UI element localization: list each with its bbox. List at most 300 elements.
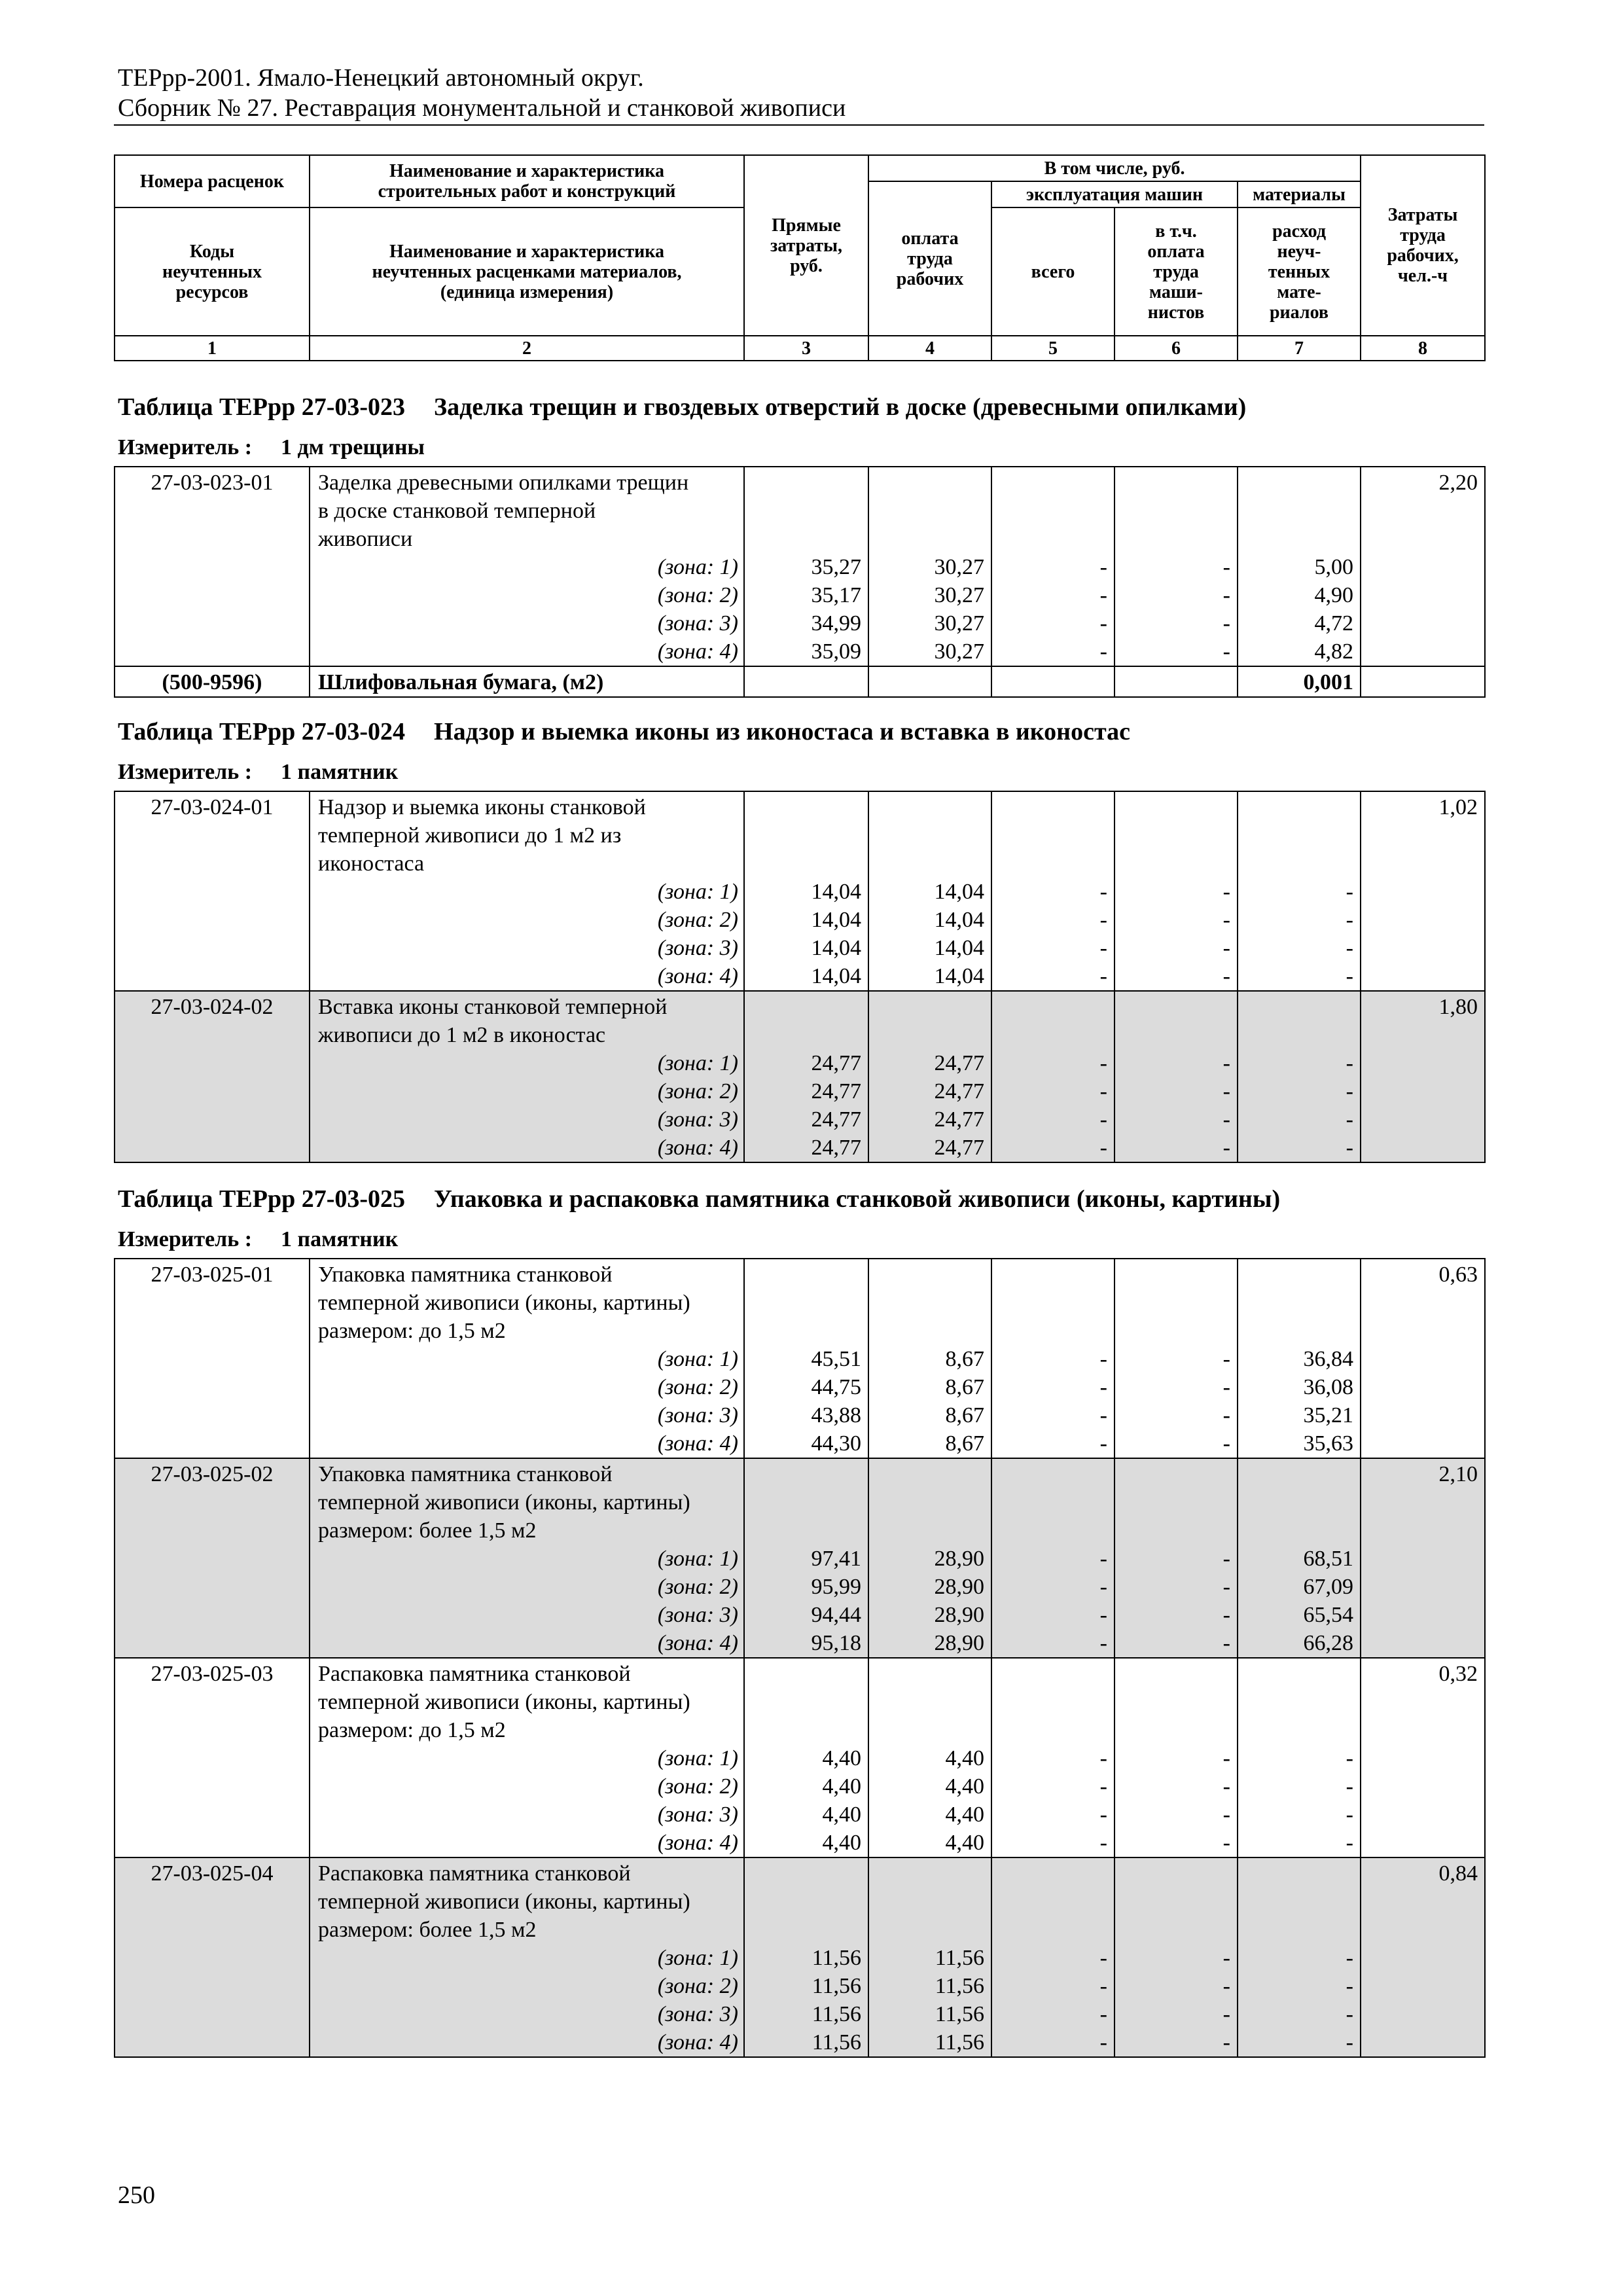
column-machinist-pay-value [1115, 467, 1238, 666]
machine-total-value: - [1099, 611, 1107, 636]
spacer-line [745, 469, 861, 497]
spacer-line [745, 1888, 861, 1916]
spacer-line [992, 1916, 1107, 1944]
zone-label: (зона: 4) [657, 639, 738, 664]
machine-total-value: - [1099, 1375, 1107, 1399]
description-line: размером: более 1,5 м2 [318, 1918, 537, 1942]
col-number: 3 [744, 336, 868, 361]
col-direct-line: затраты, [770, 235, 843, 256]
col-unacc-line: риалов [1269, 302, 1329, 323]
spacer-line [992, 525, 1107, 553]
zone-label: (зона: 4) [657, 1631, 738, 1655]
spacer-line [1115, 497, 1230, 525]
description-line: иконостаса [318, 852, 425, 876]
spacer-line [745, 1859, 861, 1888]
materials-value: 67,09 [1303, 1575, 1353, 1599]
rate-row [115, 1458, 1485, 1658]
col-labor-line: Затраты [1387, 205, 1458, 225]
description-line: Упаковка памятника станковой [318, 1462, 613, 1486]
materials-value: - [1346, 1051, 1353, 1075]
direct-cost-value: 11,56 [812, 1974, 861, 1998]
zone-label: (зона: 3) [657, 1603, 738, 1627]
column-direct-cost-value [744, 467, 868, 666]
materials-value: - [1346, 964, 1353, 988]
rate-row [115, 791, 1485, 991]
spacer-line [1238, 1716, 1353, 1744]
machinist-pay-value: - [1222, 936, 1230, 960]
running-header-line-1: ТЕРрр-2001. Ямало-Ненецкий автономный округ. [118, 64, 644, 92]
worker-pay-value: 28,90 [934, 1547, 984, 1571]
worker-pay-value: 4,40 [945, 1803, 984, 1827]
spacer-line [869, 850, 984, 878]
column-machinist-pay-value [1115, 1857, 1238, 2057]
col-unaccounted-materials [1238, 207, 1361, 336]
machinist-pay-value: - [1222, 1831, 1230, 1855]
description-line: живописи до 1 м2 в иконостас [318, 1023, 606, 1047]
table-title-code: Таблица ТЕРрр 27-03-025 [118, 1185, 406, 1213]
machinist-pay-value: - [1222, 1547, 1230, 1571]
machine-total-value: - [1099, 1051, 1107, 1075]
worker-pay-value: 14,04 [934, 964, 984, 988]
spacer-line [992, 1688, 1107, 1716]
materials-value: - [1346, 1831, 1353, 1855]
column-machine-total-value [991, 467, 1115, 666]
machinist-pay-value: - [1222, 583, 1230, 607]
col-direct-line: Прямые [772, 215, 841, 236]
col-pay-line: труда [907, 248, 953, 269]
direct-cost-value: 14,04 [811, 880, 861, 904]
rate-code [115, 467, 310, 666]
spacer-line [992, 469, 1107, 497]
description-line: Надзор и выемка иконы станковой [318, 795, 646, 819]
col-rate-numbers: Номера расценок [115, 155, 310, 207]
spacer-line [992, 1488, 1107, 1516]
labor-cost [1361, 1658, 1485, 1857]
col-resource-codes [115, 207, 310, 336]
spacer-line [1115, 1916, 1230, 1944]
direct-cost-value: 24,77 [811, 1051, 861, 1075]
materials-value: 66,28 [1303, 1631, 1353, 1655]
spacer-line [1115, 525, 1230, 553]
col-number: 5 [991, 336, 1115, 361]
column-worker-pay-value [868, 1458, 991, 1658]
rate-code [115, 1857, 310, 2057]
spacer-line [745, 497, 861, 525]
machine-total-value: - [1099, 2002, 1107, 2026]
column-materials-value [1238, 467, 1361, 666]
spacer-line [869, 497, 984, 525]
worker-pay-value: 11,56 [935, 2030, 984, 2054]
direct-cost-value: 11,56 [812, 2030, 861, 2054]
spacer-line [745, 821, 861, 850]
col-unacc-line: тенных [1268, 261, 1330, 282]
spacer-line [1115, 793, 1230, 821]
labor-cost-value: 2,20 [1438, 471, 1478, 495]
rate-description [310, 791, 744, 991]
worker-pay-value: 11,56 [935, 2002, 984, 2026]
direct-cost-value: 24,77 [811, 1107, 861, 1132]
column-direct-cost-value [744, 1658, 868, 1857]
spacer-line [869, 1289, 984, 1317]
materials-value: 5,00 [1314, 555, 1353, 579]
column-materials-value [1238, 1658, 1361, 1857]
table-title [118, 717, 1130, 746]
labor-cost [1361, 1259, 1485, 1458]
direct-cost-value: 95,99 [811, 1575, 861, 1599]
direct-cost-value: 35,27 [811, 555, 861, 579]
column-machine-total-value [991, 1259, 1115, 1458]
direct-cost-value: 43,88 [811, 1403, 861, 1427]
rate-table [114, 1258, 1486, 2058]
rate-row [115, 1259, 1485, 1458]
spacer-line [1238, 469, 1353, 497]
col-codes-line: ресурсов [175, 281, 249, 302]
rate-row [115, 991, 1485, 1162]
rate-description [310, 991, 744, 1162]
machinist-pay-value: - [1222, 1803, 1230, 1827]
materials-value: 65,54 [1303, 1603, 1353, 1627]
direct-cost-value: 95,18 [811, 1631, 861, 1655]
spacer-line [869, 1888, 984, 1916]
spacer-line [869, 1916, 984, 1944]
spacer-line [745, 993, 861, 1021]
rate-table [114, 791, 1486, 1163]
spacer-line [1238, 1488, 1353, 1516]
spacer-line [869, 1859, 984, 1888]
measure-line [118, 435, 425, 460]
machine-total-value: - [1099, 1603, 1107, 1627]
spacer-line [992, 850, 1107, 878]
column-machinist-pay-value [1115, 791, 1238, 991]
materials-value: - [1346, 1746, 1353, 1770]
col-including: В том числе, руб. [868, 155, 1361, 181]
direct-cost-value: 4,40 [822, 1774, 861, 1799]
materials-value: - [1346, 908, 1353, 932]
spacer-line [745, 1688, 861, 1716]
machinist-pay-value: - [1222, 639, 1230, 664]
col-name-line: строительных работ и конструкций [378, 181, 676, 202]
zone-label: (зона: 4) [657, 1136, 738, 1160]
spacer-line [1115, 850, 1230, 878]
rate-code-text: 27-03-025-01 [151, 1263, 274, 1287]
description-line: темперной живописи до 1 м2 из [318, 823, 622, 848]
labor-cost [1361, 991, 1485, 1162]
empty-cell [868, 666, 991, 697]
zone-label: (зона: 1) [657, 1746, 738, 1770]
spacer-line [869, 1660, 984, 1688]
spacer-line [992, 1660, 1107, 1688]
direct-cost-value: 35,09 [811, 639, 861, 664]
column-machinist-pay-value [1115, 991, 1238, 1162]
machine-total-value: - [1099, 1774, 1107, 1799]
col-machinist-line: в т.ч. [1155, 221, 1197, 242]
materials-value: 35,21 [1303, 1403, 1353, 1427]
rate-description [310, 1857, 744, 2057]
materials-value: - [1346, 880, 1353, 904]
spacer-line [745, 1317, 861, 1345]
col-unacc-line: мате- [1277, 281, 1321, 302]
spacer-line [869, 821, 984, 850]
labor-cost-value: 1,80 [1438, 995, 1478, 1019]
labor-cost-value: 2,10 [1438, 1462, 1478, 1486]
rate-code-text: 27-03-025-02 [151, 1462, 274, 1486]
col-machinist-line: труда [1153, 261, 1199, 282]
col-labor-costs [1361, 155, 1485, 336]
column-machine-total-value [991, 1857, 1115, 2057]
rate-code-text: 27-03-024-01 [151, 795, 274, 819]
spacer-line [745, 1716, 861, 1744]
materials-value: 68,51 [1303, 1547, 1353, 1571]
materials-value: 36,08 [1303, 1375, 1353, 1399]
spacer-line [992, 1021, 1107, 1049]
col-machinist-line: нистов [1147, 302, 1205, 323]
spacer-line [869, 1021, 984, 1049]
spacer-line [745, 1289, 861, 1317]
table-title [118, 1185, 1280, 1213]
rate-table [114, 466, 1486, 698]
spacer-line [992, 497, 1107, 525]
description-line: размером: более 1,5 м2 [318, 1518, 537, 1543]
spacer-line [992, 1289, 1107, 1317]
col-pay-line: рабочих [896, 268, 964, 289]
materials-value: - [1346, 1136, 1353, 1160]
col-name-characteristic [310, 155, 744, 207]
worker-pay-value: 30,27 [934, 639, 984, 664]
rate-code-text: 27-03-023-01 [151, 471, 274, 495]
machine-total-value: - [1099, 1746, 1107, 1770]
worker-pay-value: 8,67 [945, 1431, 984, 1456]
column-materials-value [1238, 1857, 1361, 2057]
zone-label: (зона: 2) [657, 1774, 738, 1799]
spacer-line [1115, 1460, 1230, 1488]
col-machinist-line: оплата [1147, 241, 1205, 262]
spacer-line [1238, 1460, 1353, 1488]
table-title-code: Таблица ТЕРрр 27-03-024 [118, 718, 406, 745]
worker-pay-value: 30,27 [934, 555, 984, 579]
col-unacc-line: расход [1272, 221, 1326, 242]
spacer-line [1115, 1289, 1230, 1317]
column-machinist-pay-value [1115, 1458, 1238, 1658]
col-name-line: Наименование и характеристика [389, 161, 665, 181]
machinist-pay-value: - [1222, 1774, 1230, 1799]
table-title-text: Заделка трещин и гвоздевых отверстий в доске (древесными опилками) [434, 393, 1247, 421]
col-matname-line: неучтенных расценками материалов, [372, 261, 682, 282]
column-materials-value [1238, 991, 1361, 1162]
direct-cost-value: 45,51 [811, 1347, 861, 1371]
direct-cost-value: 35,17 [811, 583, 861, 607]
measure-value: 1 дм трещины [281, 435, 425, 459]
column-machine-total-value [991, 1658, 1115, 1857]
zone-label: (зона: 3) [657, 611, 738, 636]
description-line: размером: до 1,5 м2 [318, 1718, 506, 1742]
materials-value: - [1346, 1107, 1353, 1132]
worker-pay-value: 11,56 [935, 1946, 984, 1970]
empty-cell [991, 666, 1115, 697]
spacer-line [745, 1261, 861, 1289]
machinist-pay-value: - [1222, 908, 1230, 932]
column-machine-total-value [991, 1458, 1115, 1658]
column-direct-cost-value [744, 991, 868, 1162]
resource-qty: 0,001 [1238, 666, 1361, 697]
worker-pay-value: 8,67 [945, 1375, 984, 1399]
spacer-line [745, 1460, 861, 1488]
machinist-pay-value: - [1222, 555, 1230, 579]
description-line: темперной живописи (иконы, картины) [318, 1890, 690, 1914]
machinist-pay-value: - [1222, 1347, 1230, 1371]
spacer-line [1115, 1859, 1230, 1888]
spacer-line [745, 1021, 861, 1049]
worker-pay-value: 24,77 [934, 1051, 984, 1075]
description-line: в доске станковой темперной [318, 499, 596, 523]
column-machine-total-value [991, 991, 1115, 1162]
worker-pay-value: 11,56 [935, 1974, 984, 1998]
spacer-line [1238, 993, 1353, 1021]
measure-label: Измеритель : [118, 1227, 253, 1251]
spacer-line [1238, 1888, 1353, 1916]
col-number: 7 [1238, 336, 1361, 361]
worker-pay-value: 24,77 [934, 1107, 984, 1132]
zone-label: (зона: 4) [657, 2030, 738, 2054]
labor-cost [1361, 467, 1485, 666]
machine-total-value: - [1099, 1347, 1107, 1371]
spacer-line [1115, 1488, 1230, 1516]
spacer-line [992, 1716, 1107, 1744]
spacer-line [1238, 1916, 1353, 1944]
machinist-pay-value: - [1222, 611, 1230, 636]
spacer-line [869, 1317, 984, 1345]
zone-label: (зона: 3) [657, 1107, 738, 1132]
spacer-line [992, 1317, 1107, 1345]
machine-total-value: - [1099, 1575, 1107, 1599]
zone-label: (зона: 3) [657, 2002, 738, 2026]
col-machinist-pay [1115, 207, 1238, 336]
col-machinist-line: маши- [1149, 281, 1203, 302]
table-title-code: Таблица ТЕРрр 27-03-023 [118, 393, 406, 421]
spacer-line [745, 793, 861, 821]
direct-cost-value: 44,30 [811, 1431, 861, 1456]
machinist-pay-value: - [1222, 1431, 1230, 1456]
empty-cell [1115, 666, 1238, 697]
worker-pay-value: 14,04 [934, 880, 984, 904]
zone-label: (зона: 3) [657, 1403, 738, 1427]
column-worker-pay-value [868, 1259, 991, 1458]
spacer-line [992, 821, 1107, 850]
empty-cell [1361, 666, 1485, 697]
machine-total-value: - [1099, 1107, 1107, 1132]
materials-value: 4,90 [1314, 583, 1353, 607]
spacer-line [1238, 1317, 1353, 1345]
spacer-line [992, 793, 1107, 821]
column-direct-cost-value [744, 791, 868, 991]
machinist-pay-value: - [1222, 1631, 1230, 1655]
machine-total-value: - [1099, 2030, 1107, 2054]
materials-value: - [1346, 1803, 1353, 1827]
spacer-line [992, 1888, 1107, 1916]
direct-cost-value: 4,40 [822, 1746, 861, 1770]
direct-cost-value: 97,41 [811, 1547, 861, 1571]
spacer-line [992, 1859, 1107, 1888]
col-unacc-line: неуч- [1277, 241, 1321, 262]
zone-label: (зона: 2) [657, 1974, 738, 1998]
zone-label: (зона: 2) [657, 583, 738, 607]
machine-total-value: - [1099, 1803, 1107, 1827]
spacer-line [1115, 1688, 1230, 1716]
col-matname-line: (единица измерения) [440, 281, 614, 302]
direct-cost-value: 24,77 [811, 1079, 861, 1103]
machine-total-value: - [1099, 1136, 1107, 1160]
spacer-line [869, 1516, 984, 1545]
zone-label: (зона: 1) [657, 880, 738, 904]
machine-total-value: - [1099, 1403, 1107, 1427]
measure-line [118, 1227, 398, 1252]
rate-code [115, 791, 310, 991]
machine-total-value: - [1099, 1079, 1107, 1103]
description-line: Вставка иконы станковой темперной [318, 995, 668, 1019]
machine-total-value: - [1099, 639, 1107, 664]
spacer-line [1238, 1859, 1353, 1888]
column-worker-pay-value [868, 1658, 991, 1857]
spacer-line [869, 1688, 984, 1716]
worker-pay-value: 28,90 [934, 1575, 984, 1599]
page-number: 250 [118, 2181, 155, 2209]
spacer-line [1115, 993, 1230, 1021]
description-line: Распаковка памятника станковой [318, 1662, 631, 1686]
spacer-line [1115, 1021, 1230, 1049]
description-line: темперной живописи (иконы, картины) [318, 1291, 690, 1315]
labor-cost-value: 0,32 [1438, 1662, 1478, 1686]
spacer-line [869, 993, 984, 1021]
column-direct-cost-value [744, 1857, 868, 2057]
machinist-pay-value: - [1222, 1946, 1230, 1970]
spacer-line [992, 993, 1107, 1021]
machinist-pay-value: - [1222, 1079, 1230, 1103]
machinist-pay-value: - [1222, 1375, 1230, 1399]
column-worker-pay-value [868, 991, 991, 1162]
rate-code-text: 27-03-025-04 [151, 1861, 274, 1886]
column-worker-pay-value [868, 791, 991, 991]
col-number: 6 [1115, 336, 1238, 361]
spacer-line [869, 469, 984, 497]
column-machine-total-value [991, 791, 1115, 991]
spacer-line [1238, 1516, 1353, 1545]
col-worker-pay [868, 181, 991, 336]
spacer-line [1238, 1021, 1353, 1049]
direct-cost-value: 4,40 [822, 1803, 861, 1827]
rate-description [310, 1259, 744, 1458]
spacer-line [1115, 1317, 1230, 1345]
materials-value: - [1346, 2002, 1353, 2026]
spacer-line [1238, 1688, 1353, 1716]
rate-code [115, 1658, 310, 1857]
col-machine-operation: эксплуатация машин [991, 181, 1238, 207]
worker-pay-value: 14,04 [934, 908, 984, 932]
machinist-pay-value: - [1222, 2002, 1230, 2026]
worker-pay-value: 4,40 [945, 1774, 984, 1799]
rate-code-text: 27-03-025-03 [151, 1662, 274, 1686]
machinist-pay-value: - [1222, 1974, 1230, 1998]
materials-value: - [1346, 1946, 1353, 1970]
materials-value: 4,72 [1314, 611, 1353, 636]
machine-total-value: - [1099, 964, 1107, 988]
zone-label: (зона: 4) [657, 1431, 738, 1456]
worker-pay-value: 30,27 [934, 611, 984, 636]
measure-value: 1 памятник [281, 760, 399, 784]
materials-value: - [1346, 936, 1353, 960]
machinist-pay-value: - [1222, 1051, 1230, 1075]
col-labor-line: труда [1400, 225, 1446, 245]
measure-line [118, 760, 398, 785]
materials-value: - [1346, 1079, 1353, 1103]
